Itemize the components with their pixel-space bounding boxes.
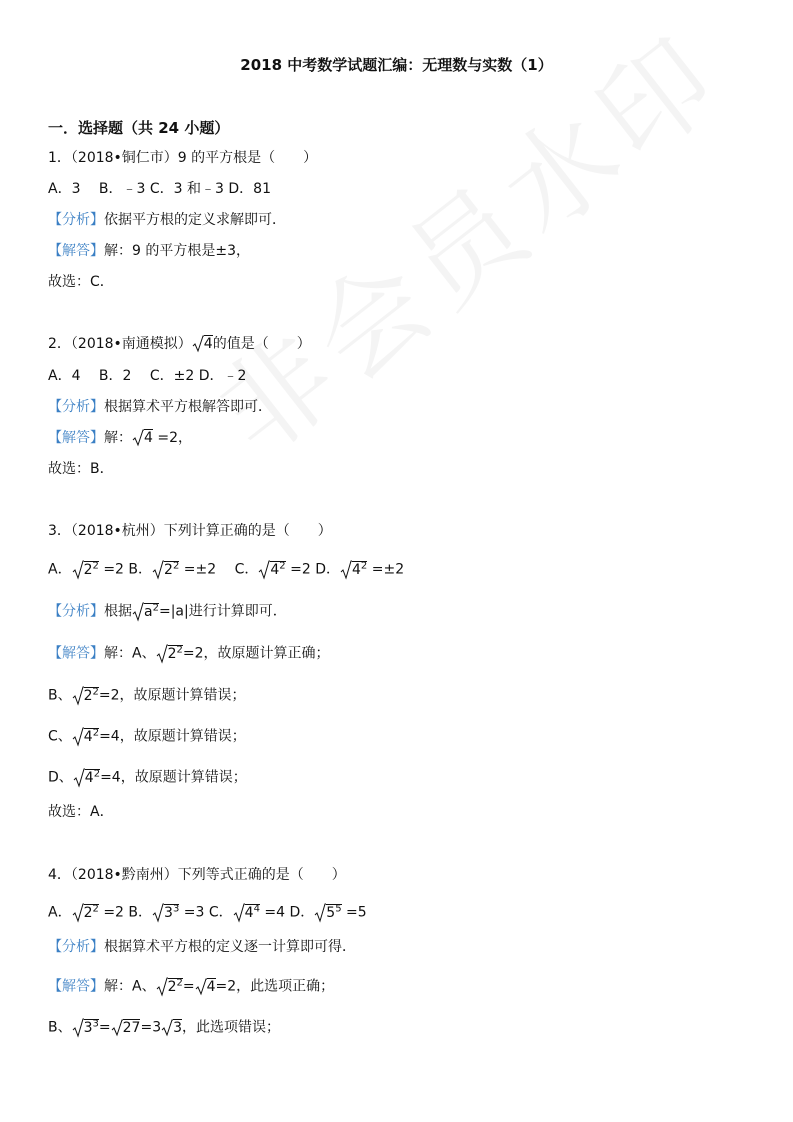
sqrt-symbol <box>340 560 352 580</box>
q1-answer-text: 解：9 的平方根是±3， <box>104 243 250 259</box>
q4-answer-b-rad2: 27 <box>122 1019 141 1036</box>
q4-answer-a-mid: = <box>182 978 195 995</box>
sqrt-symbol <box>132 429 144 447</box>
q3-analysis <box>48 598 287 622</box>
sqrt-symbol <box>195 978 207 996</box>
analysis-tag: 【分析】 <box>48 399 104 415</box>
q2-analysis <box>48 397 272 417</box>
q4-d-exp: 5 <box>335 903 342 914</box>
sqrt-symbol <box>156 644 168 664</box>
q3-stem: 3．（2018•杭州）下列计算正确的是（ ） <box>48 523 332 539</box>
sqrt-symbol <box>111 1019 123 1037</box>
q4-d-val: =5 <box>341 904 367 921</box>
q3-answer-c-post: =4，故原题计算错误； <box>99 728 246 745</box>
q2-answer <box>48 428 192 448</box>
sqrt-symbol <box>72 1018 84 1038</box>
q4-b-base: 3 <box>164 904 173 921</box>
q4-c-base: 4 <box>244 904 254 921</box>
q3-answer-d-pre: D、 <box>48 769 73 786</box>
answer-tag: 【解答】 <box>48 978 104 995</box>
q4-answer-a-pre: 解：A、 <box>104 978 156 995</box>
q1-answer <box>48 241 250 261</box>
section-heading: 一．选择题（共 24 小题） <box>48 119 230 137</box>
q3-analysis-post: =|a|进行计算即可． <box>158 603 287 620</box>
q3-answer-b-base: 2 <box>83 687 93 704</box>
q4-c-exp: 4 <box>253 903 260 914</box>
answer-tag: 【解答】 <box>48 430 104 446</box>
q4-answer-b-base: 3 <box>83 1019 93 1036</box>
q4-answer-a-post: =2，此选项正确； <box>215 978 335 995</box>
q4-stem: 4．（2018•黔南州）下列等式正确的是（ ） <box>48 867 346 883</box>
q3-d-val: =±2 <box>367 561 405 578</box>
q2-answer-post: =2， <box>152 430 193 446</box>
q4-analysis-text: 根据算术平方根的定义逐一计算即可得． <box>104 939 356 955</box>
q4-a-base: 2 <box>83 904 93 921</box>
sqrt-symbol <box>73 768 85 788</box>
q4-d-base: 5 <box>326 904 336 921</box>
q3-answer-c <box>48 723 246 747</box>
q3-answer-b-pre: B、 <box>48 687 72 704</box>
q3-a-base: 2 <box>83 561 93 578</box>
q4-answer-b <box>48 1014 280 1038</box>
q3-answer-b <box>48 682 246 706</box>
q2-stem <box>48 334 311 354</box>
q4-answer-a <box>48 973 334 997</box>
q4-options <box>48 899 367 923</box>
q4-answer-a-rad2: 4 <box>206 978 216 995</box>
sqrt-symbol <box>72 560 84 580</box>
sqrt-symbol <box>72 903 84 923</box>
q3-options <box>48 556 404 580</box>
q3-b-exp: 2 <box>172 560 180 571</box>
sqrt-symbol <box>192 335 204 353</box>
q4-analysis <box>48 937 356 957</box>
q2-answer-radicand: 4 <box>144 430 153 446</box>
q3-answer-a-base: 2 <box>167 645 177 662</box>
q3-answer-a-exp: 2 <box>176 644 183 655</box>
sqrt-symbol <box>258 560 270 580</box>
sqrt-symbol <box>233 903 245 923</box>
sqrt-symbol <box>72 727 84 747</box>
q1-choice: 故选：C． <box>48 274 114 290</box>
q3-answer-b-post: =2，故原题计算错误； <box>98 687 246 704</box>
q4-b-val: =3 C． <box>179 904 233 921</box>
q3-choice: 故选：A． <box>48 804 114 820</box>
q3-analysis-exp: 2 <box>152 602 159 613</box>
q3-a-val: =2 B． <box>98 561 153 578</box>
q3-a-exp: 2 <box>92 560 99 571</box>
q3-c-base: 4 <box>270 561 280 578</box>
q3-c-exp: 2 <box>279 560 286 571</box>
q3-answer-d-base: 4 <box>84 769 94 786</box>
q4-answer-b-pre: B、 <box>48 1019 72 1036</box>
q3-analysis-pre: 根据 <box>104 603 132 620</box>
q3-answer-a-pre: 解：A、 <box>104 645 156 662</box>
sqrt-symbol <box>132 602 144 622</box>
q3-answer-a <box>48 640 330 664</box>
q2-answer-pre: 解： <box>104 430 132 446</box>
q2-stem-post: 的值是（ ） <box>212 336 311 352</box>
q2-options: A．4 B．2 C．±2 D．﹣2 <box>48 368 247 384</box>
q4-answer-a-exp: 2 <box>176 977 183 988</box>
q4-answer-b-rad3: 3 <box>173 1019 183 1036</box>
q3-answer-d-exp: 2 <box>93 768 101 779</box>
q2-analysis-text: 根据算术平方根解答即可． <box>104 399 272 415</box>
q4-answer-b-mid2: =3 <box>140 1019 162 1036</box>
q1-options: A．3 B．﹣3 C．3 和﹣3 D．81 <box>48 181 271 197</box>
q4-answer-b-mid: = <box>98 1019 111 1036</box>
sqrt-symbol <box>152 903 164 923</box>
analysis-tag: 【分析】 <box>48 212 104 228</box>
q4-a-exp: 2 <box>92 903 99 914</box>
q3-d-exp: 2 <box>360 560 368 571</box>
q4-answer-b-exp: 3 <box>92 1018 99 1029</box>
sqrt-symbol <box>314 903 326 923</box>
q4-a-val: =2 B． <box>98 904 153 921</box>
q3-answer-b-exp: 2 <box>92 686 99 697</box>
q4-answer-a-base: 2 <box>167 978 177 995</box>
q4-option-a-label: A． <box>48 904 72 921</box>
q3-answer-d-post: =4，故原题计算错误； <box>100 769 247 786</box>
q3-c-val: =2 D． <box>285 561 340 578</box>
q3-analysis-base: a <box>144 603 153 620</box>
q4-c-val: =4 D． <box>259 904 315 921</box>
q4-answer-b-post: ，此选项错误； <box>182 1019 281 1036</box>
analysis-tag: 【分析】 <box>48 603 104 620</box>
q1-stem: 1．（2018•铜仁市）9 的平方根是（ ） <box>48 150 318 166</box>
sqrt-symbol <box>156 977 168 997</box>
q4-b-exp: 3 <box>172 903 180 914</box>
q3-answer-c-pre: C、 <box>48 728 72 745</box>
q3-answer-d <box>48 764 247 788</box>
q2-stem-radicand: 4 <box>203 336 213 352</box>
q2-stem-pre: 2．（2018•南通模拟） <box>48 336 192 352</box>
q3-b-val: =±2 C． <box>179 561 259 578</box>
sqrt-symbol <box>72 686 84 706</box>
q2-choice: 故选：B． <box>48 461 114 477</box>
q1-analysis <box>48 210 286 230</box>
sqrt-symbol <box>161 1019 173 1037</box>
page-title: 2018 中考数学试题汇编：无理数与实数（1） <box>240 56 553 74</box>
q3-option-a-label: A． <box>48 561 72 578</box>
sqrt-symbol <box>152 560 164 580</box>
answer-tag: 【解答】 <box>48 645 104 662</box>
analysis-tag: 【分析】 <box>48 939 104 955</box>
q3-answer-c-exp: 2 <box>92 727 100 738</box>
answer-tag: 【解答】 <box>48 243 104 259</box>
q3-answer-a-post: =2，故原题计算正确； <box>182 645 330 662</box>
q1-analysis-text: 依据平方根的定义求解即可． <box>104 212 286 228</box>
q3-d-base: 4 <box>352 561 361 578</box>
q3-answer-c-base: 4 <box>83 728 93 745</box>
q3-b-base: 2 <box>164 561 173 578</box>
